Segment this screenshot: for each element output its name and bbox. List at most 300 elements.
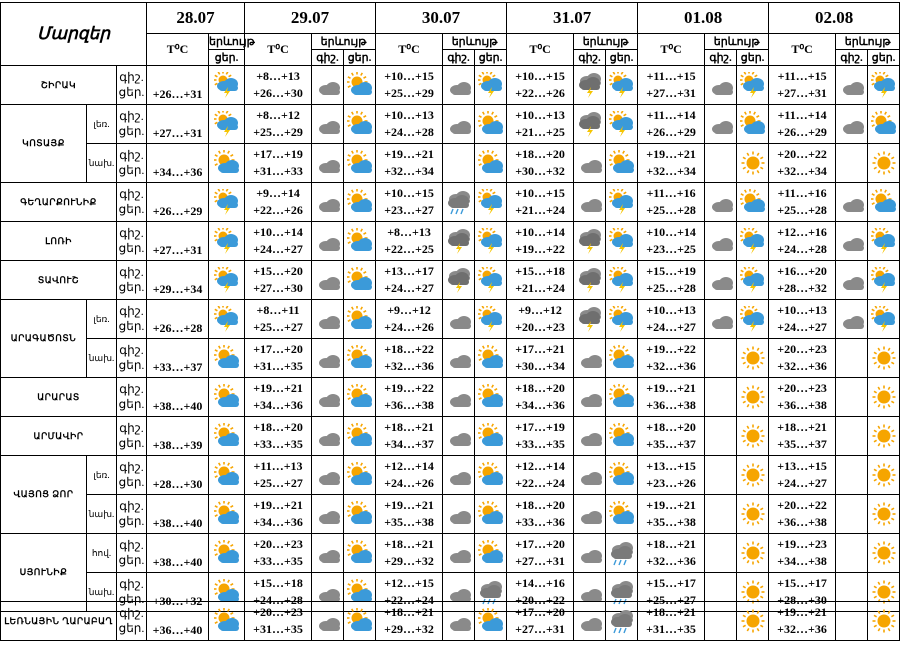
night-temp: +10…+14 xyxy=(646,225,696,239)
night-temp: +18…+22 xyxy=(384,342,434,356)
day-temp: +28…+32 xyxy=(777,281,827,295)
moon-cloud-icon xyxy=(443,339,475,378)
day-temp: +32…+36 xyxy=(777,622,827,636)
day-temp: +25…+28 xyxy=(646,281,696,295)
night-temp: +20…+23 xyxy=(777,381,827,395)
night-temp: +19…+21 xyxy=(777,605,827,619)
storm-icon xyxy=(737,261,769,300)
moon-cloud-icon xyxy=(836,261,868,300)
temperature-cell xyxy=(638,417,705,456)
day-temp: +24…+27 xyxy=(777,320,827,334)
sun-cloud-icon xyxy=(606,417,638,456)
night-temp: +19…+21 xyxy=(384,498,434,512)
moon-cloud-icon xyxy=(705,300,737,339)
moon-cloud-icon xyxy=(443,66,475,105)
temperature-cell xyxy=(245,534,312,573)
night-label: գիշ. xyxy=(119,70,144,84)
day-temp: +33…+36 xyxy=(515,515,565,529)
sun-cloud-icon xyxy=(606,378,638,417)
moon-cloud-icon xyxy=(574,339,606,378)
day-night-label xyxy=(117,534,147,573)
sun-cloud-icon xyxy=(344,602,376,641)
temperature-cell xyxy=(638,105,705,144)
day-temp: +28…+30 xyxy=(777,593,827,607)
night-temp: +10…+14 xyxy=(515,225,565,239)
day-label: ցեր. xyxy=(118,553,145,567)
night-temp: +15…+18 xyxy=(515,264,565,278)
day-temp: +27…+31 xyxy=(147,105,209,144)
temperature-cell xyxy=(769,495,836,534)
moon-icon xyxy=(705,144,737,183)
temperature-cell xyxy=(245,183,312,222)
sun-cloud-icon xyxy=(475,456,507,495)
storm-icon xyxy=(868,222,900,261)
sun-cloud-icon xyxy=(606,339,638,378)
night-subheader: գիշ. xyxy=(312,50,344,66)
day-label: ցեր. xyxy=(118,621,145,635)
sun-cloud-icon xyxy=(475,534,507,573)
sun-cloud-icon xyxy=(344,105,376,144)
table-row xyxy=(1,534,900,573)
day-temp: +34…+36 xyxy=(253,515,303,529)
night-temp: +18…+21 xyxy=(646,605,696,619)
weather-header: երևույթ xyxy=(574,34,638,50)
night-temp: +19…+21 xyxy=(384,147,434,161)
sun-cloud-icon xyxy=(209,534,245,573)
sun-cloud-icon xyxy=(737,105,769,144)
day-temp: +38…+40 xyxy=(147,378,209,417)
day-temp: +30…+34 xyxy=(515,359,565,373)
day-temp: +29…+32 xyxy=(384,622,434,636)
day-temp: +27…+31 xyxy=(646,86,696,100)
temperature-cell xyxy=(507,378,574,417)
day-temp: +24…+27 xyxy=(384,281,434,295)
day-temp: +26…+29 xyxy=(777,125,827,139)
day-subheader: ցեր. xyxy=(344,50,376,66)
temperature-cell xyxy=(245,339,312,378)
sun-cloud-icon xyxy=(344,417,376,456)
sun-icon xyxy=(868,144,900,183)
moon-cloud-icon xyxy=(705,222,737,261)
temperature-cell xyxy=(376,183,443,222)
night-temp: +17…+21 xyxy=(515,342,565,356)
night-temp: +19…+21 xyxy=(253,498,303,512)
subregion-name: լեռ. xyxy=(87,456,117,495)
day-night-label xyxy=(117,602,147,641)
sun-cloud-icon xyxy=(209,602,245,641)
night-temp: +10…+15 xyxy=(515,186,565,200)
weather-header: երևույթ xyxy=(209,34,245,50)
sun-icon xyxy=(868,495,900,534)
night-temp: +9…+14 xyxy=(256,186,300,200)
moon-cloud-icon xyxy=(443,105,475,144)
moon-cloud-icon xyxy=(312,66,344,105)
day-temp: +34…+37 xyxy=(384,437,434,451)
table-row xyxy=(1,144,900,183)
sun-cloud-icon xyxy=(475,417,507,456)
night-temp: +12…+14 xyxy=(384,459,434,473)
temperature-cell xyxy=(638,300,705,339)
night-temp: +15…+18 xyxy=(253,576,303,590)
moon-cloud-icon xyxy=(312,417,344,456)
moon-icon xyxy=(836,456,868,495)
sun-icon xyxy=(868,602,900,641)
night-temp: +20…+22 xyxy=(777,498,827,512)
temperature-cell xyxy=(507,534,574,573)
day-temp: +27…+31 xyxy=(777,86,827,100)
temperature-cell xyxy=(769,300,836,339)
storm-icon xyxy=(475,66,507,105)
temperature-cell xyxy=(376,144,443,183)
moon-cloud-icon xyxy=(574,417,606,456)
day-temp: +25…+27 xyxy=(646,593,696,607)
night-temp: +13…+15 xyxy=(646,459,696,473)
day-temp: +24…+26 xyxy=(384,476,434,490)
day-temp: +32…+36 xyxy=(384,359,434,373)
night-temp: +15…+19 xyxy=(646,264,696,278)
karabakh-table xyxy=(0,601,900,641)
temperature-cell xyxy=(507,261,574,300)
moon-cloud-icon xyxy=(705,261,737,300)
day-temp: +27…+31 xyxy=(515,554,565,568)
temperature-cell xyxy=(507,495,574,534)
moon-icon xyxy=(836,495,868,534)
night-label: գիշ. xyxy=(119,538,144,552)
day-temp: +24…+28 xyxy=(777,242,827,256)
day-temp: +29…+34 xyxy=(147,261,209,300)
temperature-cell xyxy=(376,105,443,144)
day-temp: +30…+32 xyxy=(515,164,565,178)
night-temp: +15…+17 xyxy=(777,576,827,590)
region-name: ԼՈՌԻ xyxy=(1,222,117,261)
region-name: ՇԻՐԱԿ xyxy=(1,66,117,105)
cloud-storm-icon xyxy=(574,66,606,105)
sun-cloud-icon xyxy=(344,66,376,105)
moon-cloud-icon xyxy=(312,222,344,261)
night-temp: +17…+20 xyxy=(515,537,565,551)
day-temp: +33…+35 xyxy=(253,554,303,568)
sun-cloud-icon xyxy=(209,378,245,417)
day-temp: +29…+32 xyxy=(384,554,434,568)
day-temp: +33…+35 xyxy=(253,437,303,451)
day-label: ցեր. xyxy=(118,397,145,411)
temperature-cell xyxy=(769,456,836,495)
night-temp: +8…+13 xyxy=(256,69,300,83)
day-temp: +24…+26 xyxy=(384,320,434,334)
region-name: ԱՐԱՐԱՏ xyxy=(1,378,117,417)
forecast-table xyxy=(0,2,900,612)
moon-icon xyxy=(836,602,868,641)
day-temp: +35…+37 xyxy=(646,437,696,451)
night-temp: +10…+14 xyxy=(253,225,303,239)
storm-icon xyxy=(475,300,507,339)
day-label: ցեր. xyxy=(118,319,145,333)
storm-icon xyxy=(868,66,900,105)
temperature-cell xyxy=(376,66,443,105)
day-temp: +34…+36 xyxy=(515,398,565,412)
night-temp: +18…+20 xyxy=(515,381,565,395)
storm-icon xyxy=(868,261,900,300)
day-temp: +20…+23 xyxy=(515,320,565,334)
night-temp: +18…+21 xyxy=(384,420,434,434)
moon-cloud-icon xyxy=(312,456,344,495)
night-temp: +11…+14 xyxy=(646,108,696,122)
moon-cloud-icon xyxy=(574,144,606,183)
night-temp: +10…+13 xyxy=(384,108,434,122)
night-temp: +8…+12 xyxy=(256,108,300,122)
day-night-label xyxy=(117,105,147,144)
weather-header: երևույթ xyxy=(705,34,769,50)
day-label: ցեր. xyxy=(118,280,145,294)
day-temp: +32…+36 xyxy=(646,554,696,568)
night-label: գիշ. xyxy=(119,460,144,474)
moon-cloud-icon xyxy=(312,300,344,339)
night-temp: +12…+15 xyxy=(384,576,434,590)
cloud-storm-icon xyxy=(574,300,606,339)
day-temp: +31…+35 xyxy=(253,359,303,373)
temperature-cell xyxy=(376,602,443,641)
moon-cloud-icon xyxy=(574,456,606,495)
date-header: 31.07 xyxy=(507,3,638,34)
night-subheader: գիշ. xyxy=(705,50,737,66)
storm-icon xyxy=(606,183,638,222)
sun-icon xyxy=(737,339,769,378)
moon-icon xyxy=(705,417,737,456)
day-temp: +32…+34 xyxy=(777,164,827,178)
day-temp: +23…+26 xyxy=(646,476,696,490)
night-temp: +12…+16 xyxy=(777,225,827,239)
temperature-cell xyxy=(638,261,705,300)
temperature-cell xyxy=(638,602,705,641)
day-temp: +24…+28 xyxy=(253,593,303,607)
temperature-cell xyxy=(376,222,443,261)
night-label: գիշ. xyxy=(119,421,144,435)
moon-cloud-icon xyxy=(312,105,344,144)
temperature-cell xyxy=(769,144,836,183)
day-temp: +34…+36 xyxy=(147,144,209,183)
temperature-cell xyxy=(245,261,312,300)
moon-cloud-icon xyxy=(443,417,475,456)
sun-cloud-icon xyxy=(209,144,245,183)
temperature-cell xyxy=(376,261,443,300)
temperature-cell xyxy=(245,417,312,456)
moon-cloud-icon xyxy=(443,378,475,417)
day-temp: +35…+38 xyxy=(384,515,434,529)
day-label: ցեր. xyxy=(118,436,145,450)
night-temp: +11…+16 xyxy=(777,186,827,200)
temperature-cell xyxy=(769,66,836,105)
temperature-cell xyxy=(638,222,705,261)
day-temp: +31…+35 xyxy=(253,622,303,636)
moon-cloud-icon xyxy=(312,378,344,417)
day-temp: +38…+39 xyxy=(147,417,209,456)
night-temp: +15…+17 xyxy=(646,576,696,590)
temperature-cell xyxy=(769,602,836,641)
region-name: ԱՐՄԱՎԻՐ xyxy=(1,417,117,456)
moon-cloud-icon xyxy=(312,144,344,183)
temperature-cell xyxy=(376,495,443,534)
day-night-label xyxy=(117,417,147,456)
temperature-cell xyxy=(769,183,836,222)
day-temp: +26…+28 xyxy=(147,300,209,339)
day-temp: +21…+24 xyxy=(515,281,565,295)
table-row xyxy=(1,105,900,144)
sun-icon xyxy=(868,534,900,573)
night-temp: +18…+21 xyxy=(384,537,434,551)
storm-icon xyxy=(475,261,507,300)
night-subheader: գիշ. xyxy=(836,50,868,66)
day-temp: +22…+24 xyxy=(384,593,434,607)
sun-cloud-icon xyxy=(344,222,376,261)
night-temp: +10…+13 xyxy=(646,303,696,317)
temperature-cell xyxy=(507,183,574,222)
day-label: ցեր. xyxy=(118,241,145,255)
sun-cloud-icon xyxy=(475,495,507,534)
sun-cloud-icon xyxy=(209,495,245,534)
storm-icon xyxy=(606,261,638,300)
day-temp: +22…+26 xyxy=(253,203,303,217)
moon-cloud-icon xyxy=(836,222,868,261)
cloud-rain-icon xyxy=(606,602,638,641)
temperature-cell xyxy=(769,534,836,573)
region-name: ԳԵՂԱՐՔՈՒՆԻՔ xyxy=(1,183,117,222)
moon-cloud-icon xyxy=(443,534,475,573)
table-row xyxy=(1,456,900,495)
table-row xyxy=(1,261,900,300)
cloud-storm-icon xyxy=(574,105,606,144)
sun-icon xyxy=(737,495,769,534)
sun-icon xyxy=(737,144,769,183)
subregion-name: նախ. xyxy=(87,339,117,378)
day-temp: +36…+38 xyxy=(384,398,434,412)
storm-icon xyxy=(475,183,507,222)
temperature-cell xyxy=(245,222,312,261)
day-subheader: ցեր. xyxy=(737,50,769,66)
weather-header: երևույթ xyxy=(836,34,900,50)
day-temp: +24…+27 xyxy=(646,320,696,334)
night-temp: +18…+20 xyxy=(515,147,565,161)
day-night-label xyxy=(117,456,147,495)
day-temp: +32…+36 xyxy=(777,359,827,373)
night-temp: +19…+21 xyxy=(646,498,696,512)
temperature-cell xyxy=(638,534,705,573)
moon-cloud-icon xyxy=(574,534,606,573)
day-night-label xyxy=(117,300,147,339)
moon-cloud-icon xyxy=(312,495,344,534)
temperature-cell xyxy=(638,495,705,534)
sun-cloud-icon xyxy=(475,602,507,641)
moon-icon xyxy=(836,339,868,378)
night-temp: +10…+15 xyxy=(515,69,565,83)
storm-icon xyxy=(606,66,638,105)
cloud-rain-icon xyxy=(443,183,475,222)
regions-header: Մարզեր xyxy=(1,3,147,66)
region-name: ԼԵՌՆԱՅԻՆ ՂԱՐԱԲԱՂ xyxy=(1,602,117,641)
cloud-storm-icon xyxy=(574,222,606,261)
day-night-label xyxy=(117,222,147,261)
sun-cloud-icon xyxy=(344,183,376,222)
day-temp: +25…+27 xyxy=(253,320,303,334)
temperature-cell xyxy=(245,378,312,417)
moon-cloud-icon xyxy=(574,378,606,417)
storm-icon xyxy=(209,105,245,144)
day-night-label xyxy=(117,378,147,417)
night-temp: +18…+21 xyxy=(646,537,696,551)
day-temp: +32…+34 xyxy=(384,164,434,178)
sun-icon xyxy=(868,378,900,417)
date-header: 30.07 xyxy=(376,3,507,34)
day-temp: +25…+28 xyxy=(646,203,696,217)
night-temp: +16…+20 xyxy=(777,264,827,278)
night-temp: +11…+15 xyxy=(777,69,827,83)
temperature-cell xyxy=(507,222,574,261)
day-night-label xyxy=(117,261,147,300)
night-temp: +10…+13 xyxy=(515,108,565,122)
temperature-cell xyxy=(507,144,574,183)
night-temp: +12…+14 xyxy=(515,459,565,473)
sun-cloud-icon xyxy=(868,183,900,222)
night-temp: +17…+20 xyxy=(515,605,565,619)
night-temp: +17…+19 xyxy=(253,147,303,161)
temperature-cell xyxy=(376,417,443,456)
moon-icon xyxy=(705,495,737,534)
day-temp: +27…+31 xyxy=(147,222,209,261)
moon-cloud-icon xyxy=(574,602,606,641)
night-label: գիշ. xyxy=(119,499,144,513)
temperature-cell xyxy=(376,300,443,339)
region-name: ԱՐԱԳԱԾՈՏՆ xyxy=(1,300,87,378)
storm-icon xyxy=(209,183,245,222)
night-temp: +15…+20 xyxy=(253,264,303,278)
weather-header: երևույթ xyxy=(312,34,376,50)
day-temp: +22…+25 xyxy=(384,242,434,256)
moon-cloud-icon xyxy=(574,495,606,534)
sun-cloud-icon xyxy=(344,534,376,573)
subregion-name: հով. xyxy=(87,534,117,573)
night-temp: +20…+23 xyxy=(777,342,827,356)
night-label: գիշ. xyxy=(119,148,144,162)
sun-icon xyxy=(737,602,769,641)
subregion-name: նախ. xyxy=(87,573,117,612)
night-temp: +9…+12 xyxy=(387,303,431,317)
temperature-cell xyxy=(638,183,705,222)
moon-cloud-icon xyxy=(705,105,737,144)
night-temp: +20…+23 xyxy=(253,605,303,619)
subregion-name: լեռ. xyxy=(87,300,117,339)
sun-cloud-icon xyxy=(606,456,638,495)
night-label: գիշ. xyxy=(119,606,144,620)
day-temp: +38…+40 xyxy=(147,534,209,573)
moon-cloud-icon xyxy=(705,183,737,222)
storm-icon xyxy=(209,66,245,105)
night-temp: +18…+20 xyxy=(253,420,303,434)
day-temp: +26…+31 xyxy=(147,66,209,105)
storm-icon xyxy=(737,222,769,261)
moon-cloud-icon xyxy=(836,183,868,222)
sun-cloud-icon xyxy=(475,105,507,144)
night-temp: +20…+22 xyxy=(777,147,827,161)
table-row xyxy=(1,183,900,222)
temperature-cell xyxy=(769,339,836,378)
temperature-cell xyxy=(638,339,705,378)
night-temp: +11…+13 xyxy=(253,459,303,473)
night-temp: +11…+14 xyxy=(777,108,827,122)
temperature-cell xyxy=(638,378,705,417)
table-row xyxy=(1,300,900,339)
temperature-cell xyxy=(638,456,705,495)
day-temp: +22…+26 xyxy=(515,86,565,100)
day-temp: +36…+38 xyxy=(777,515,827,529)
